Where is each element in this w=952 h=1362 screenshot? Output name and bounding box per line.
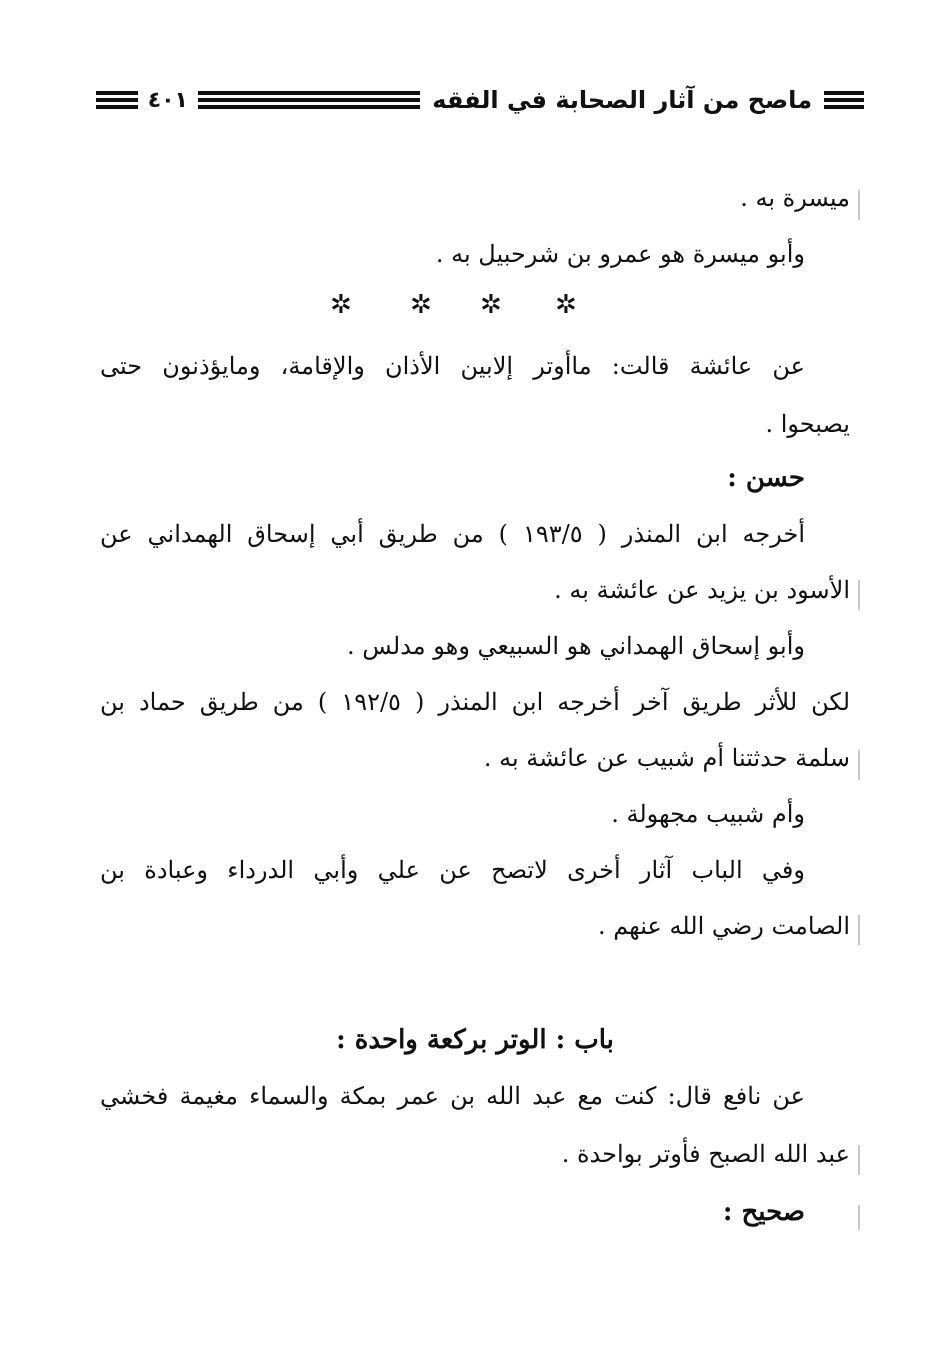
text-line: عن عائشة قالت: ماأوتر إلابين الأذان والإقامة، ومايؤذنون حتى xyxy=(100,352,805,380)
section-separator xyxy=(0,290,952,320)
scan-margin-mark xyxy=(858,190,860,220)
text-line: وأبو إسحاق الهمداني هو السبيعي وهو مدلس . xyxy=(347,632,805,660)
star-ornament: ✲ xyxy=(480,290,502,320)
header-rule-right xyxy=(824,91,864,109)
text-line: وفي الباب آثار أخرى لاتصح عن علي وأبي الدرداء وعبادة بن xyxy=(100,856,805,884)
grading-heading: صحيح : xyxy=(722,1197,805,1227)
text-line: عبد الله الصبح فأوتر بواحدة . xyxy=(561,1140,850,1168)
header-rule-middle xyxy=(198,91,420,109)
star-ornament: ✲ xyxy=(330,290,352,320)
text-line: يصبحوا . xyxy=(765,410,850,438)
text-line: الصامت رضي الله عنهم . xyxy=(597,912,850,940)
text-line: سلمة حدثتنا أم شبيب عن عائشة به . xyxy=(483,744,850,772)
star-ornament: ✲ xyxy=(555,290,577,320)
scan-margin-mark xyxy=(858,750,860,780)
text-line: أخرجه ابن المنذر ( ١٩٣/٥ ) من طريق أبي إسحاق الهمداني عن xyxy=(100,520,805,548)
scan-margin-mark xyxy=(858,1145,860,1175)
scan-margin-mark xyxy=(858,915,860,945)
scan-margin-mark xyxy=(858,580,860,610)
grading-heading: حسن : xyxy=(727,463,805,493)
page-header xyxy=(96,80,864,120)
text-line: لكن للأثر طريق آخر أخرجه ابن المنذر ( ١٩٢/٥ ) من طريق حماد بن xyxy=(100,688,850,716)
text-line: ميسرة به . xyxy=(740,184,850,212)
star-ornament: ✲ xyxy=(410,290,432,320)
page-number: ٤٠١ xyxy=(147,87,188,113)
text-line: الأسود بن يزيد عن عائشة به . xyxy=(554,576,850,604)
running-title: ماصح من آثار الصحابة في الفقه xyxy=(432,86,813,114)
chapter-heading: باب : الوتر بركعة واحدة : xyxy=(336,1025,614,1055)
header-rule-left xyxy=(96,91,138,109)
text-line: وأبو ميسرة هو عمرو بن شرحبيل به . xyxy=(435,240,805,268)
text-line: عن نافع قال: كنت مع عبد الله بن عمر بمكة والسماء مغيمة فخشي xyxy=(100,1082,805,1110)
text-line: وأم شبيب مجهولة . xyxy=(611,800,805,828)
scan-margin-mark xyxy=(858,1205,860,1230)
